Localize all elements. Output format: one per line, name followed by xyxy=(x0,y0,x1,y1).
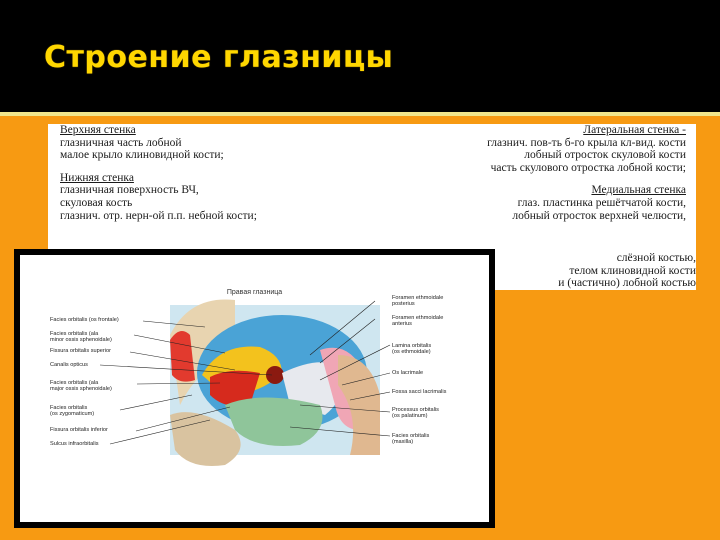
label-fissura-orbitalis-superior xyxy=(50,348,111,354)
label-line: (os zygomaticum) xyxy=(50,411,95,418)
label-ala-major xyxy=(50,380,112,393)
label-line: Fossa sacci lacrimalis xyxy=(392,389,447,395)
medial-wall-line: слёзной костью, xyxy=(616,252,696,264)
label-line: Fissura orbitalis inferior xyxy=(50,427,108,433)
medial-wall-line: телом клиновидной кости xyxy=(569,264,696,277)
lower-wall-line: глазничная поверхность ВЧ, xyxy=(60,184,199,197)
lower-wall-line: глазнич. отр. нерн-ой п.п. небной кости; xyxy=(60,209,257,222)
label-facies-orbitalis-maxilla xyxy=(392,433,429,446)
medial-wall-heading: Медиальная стенка xyxy=(591,184,686,197)
label-canalis-opticus xyxy=(50,362,88,368)
label-line: Fissura orbitalis superior xyxy=(50,348,111,354)
slide-title: Строение глазницы xyxy=(44,40,394,75)
label-line: anterius xyxy=(392,321,412,328)
right-column xyxy=(366,124,686,232)
label-sulcus-infraorbitalis xyxy=(50,441,99,447)
upper-wall-line: глазничная часть лобной xyxy=(60,136,182,149)
label-line: Facies orbitalis xyxy=(392,433,430,439)
medial-wall-line: глаз. пластинка решётчатой кости, xyxy=(517,196,686,209)
header-divider xyxy=(0,112,720,116)
lateral-wall-line: часть скулового отростка лобной кости; xyxy=(490,161,686,174)
label-line: Foramen ethmoidale xyxy=(392,315,444,321)
lower-wall-group xyxy=(60,172,340,222)
label-line: (maxilla) xyxy=(392,439,414,446)
label-line: posterius xyxy=(392,301,415,308)
label-foramen-ethmoidale-posterius xyxy=(392,295,443,308)
figure-title: Правая глазница xyxy=(226,289,283,296)
label-line: Foramen ethmoidale xyxy=(392,295,444,301)
label-line: (os palatinum) xyxy=(392,413,428,420)
label-fossa-sacci-lacrimalis xyxy=(392,389,446,395)
label-line: Processus orbitalis xyxy=(392,407,439,413)
label-line: Lamina orbitalis xyxy=(392,343,432,349)
label-line: (os ethmoidale) xyxy=(392,349,431,356)
label-line: Sulcus infraorbitalis xyxy=(50,441,99,447)
lower-wall-line: скуловая кость xyxy=(60,196,133,209)
upper-wall-line: малое крыло клиновидной кости; xyxy=(60,149,224,162)
label-line: Canalis opticus xyxy=(50,362,88,368)
medial-wall-group xyxy=(366,184,686,222)
label-line: minor ossis sphenoidale) xyxy=(50,337,112,344)
label-line: Facies orbitalis (os frontale) xyxy=(50,317,119,323)
label-line: Os lacrimale xyxy=(392,370,424,376)
label-line: Facies orbitalis (ala xyxy=(50,331,99,337)
label-os-lacrimale xyxy=(392,370,423,376)
label-line: Facies orbitalis xyxy=(50,405,88,411)
lateral-wall-group xyxy=(366,124,686,174)
label-os-zygomaticum xyxy=(50,405,94,418)
upper-wall-group xyxy=(60,124,340,162)
text-panel xyxy=(48,124,696,252)
label-processus-orbitalis xyxy=(392,407,439,420)
label-fissura-orbitalis-inferior xyxy=(50,427,108,433)
orbit-illustration xyxy=(20,255,489,522)
label-foramen-ethmoidale-anterius xyxy=(392,315,443,328)
label-facies-orbitalis-frontale xyxy=(50,317,119,323)
lateral-wall-line: лобный отросток скуловой кости xyxy=(524,149,686,162)
slide-header xyxy=(0,0,720,112)
label-line: major ossis sphenoidale) xyxy=(50,386,112,393)
medial-wall-line: лобный отросток верхней челюсти, xyxy=(512,209,686,222)
label-line: Facies orbitalis (ala xyxy=(50,380,99,386)
upper-wall-heading: Верхняя стенка xyxy=(60,124,136,136)
lateral-wall-line: глазнич. пов-ть б-го крыла кл-вид. кости xyxy=(487,136,686,149)
medial-wall-line: и (частично) лобной костью xyxy=(558,277,696,290)
lateral-wall-heading: Латеральная стенка - xyxy=(583,124,686,136)
label-lamina-orbitalis xyxy=(392,343,431,356)
lower-wall-heading: Нижняя стенка xyxy=(60,171,134,184)
label-ala-minor xyxy=(50,331,112,344)
left-column xyxy=(60,124,340,232)
